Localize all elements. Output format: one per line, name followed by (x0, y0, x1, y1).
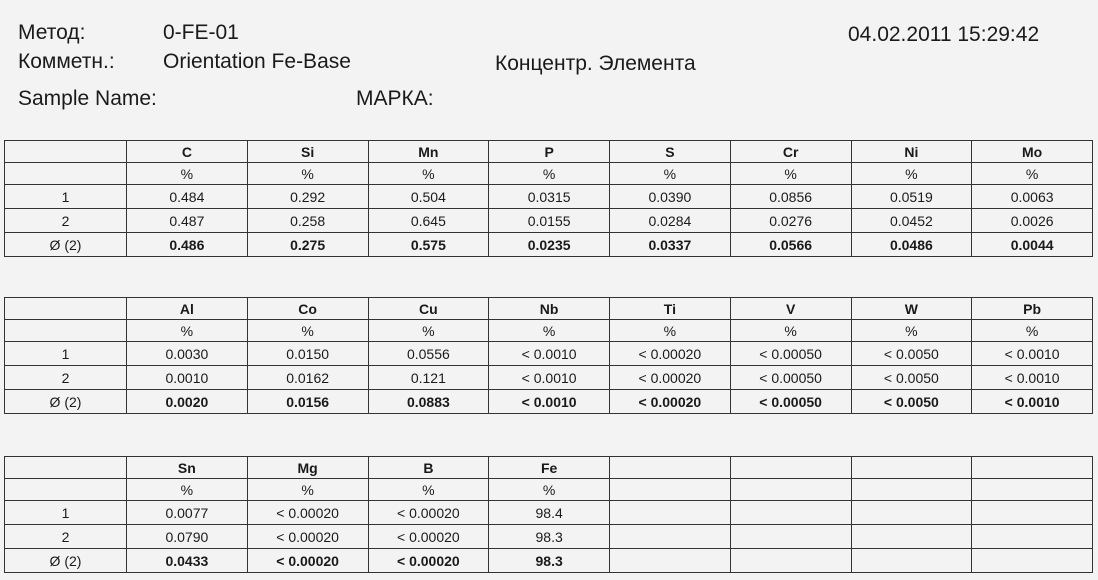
unit-cell: % (730, 163, 851, 185)
results-table-1 (4, 140, 1093, 257)
measurement-row-1 (5, 501, 1093, 525)
unit-cell: % (127, 320, 248, 342)
value-cell: 0.0519 (851, 185, 972, 209)
average-cell: < 0.0050 (851, 390, 972, 414)
average-cell (972, 549, 1093, 573)
average-cell: < 0.00020 (247, 549, 368, 573)
value-cell: < 0.0010 (972, 342, 1093, 366)
element-header: Nb (489, 298, 610, 320)
row-label-cell: 1 (5, 185, 127, 209)
value-cell: 0.0556 (368, 342, 489, 366)
element-header: C (127, 141, 248, 163)
measurement-row-2 (5, 209, 1093, 233)
unit-row (5, 320, 1093, 342)
value-cell (610, 501, 731, 525)
unit-cell: % (730, 320, 851, 342)
element-header (972, 457, 1093, 479)
value-cell: 0.0026 (972, 209, 1093, 233)
method-label: Метод: (18, 21, 86, 44)
element-header: Al (127, 298, 248, 320)
row-label-cell: 2 (5, 525, 127, 549)
row-label-cell (5, 320, 127, 342)
unit-cell: % (610, 163, 731, 185)
unit-row (5, 479, 1093, 501)
average-cell: 0.0156 (247, 390, 368, 414)
unit-cell: % (489, 479, 610, 501)
unit-row (5, 163, 1093, 185)
average-cell: 0.486 (127, 233, 248, 257)
measurement-row-2 (5, 366, 1093, 390)
value-cell: 0.0790 (127, 525, 248, 549)
value-cell: < 0.0010 (972, 366, 1093, 390)
average-cell: < 0.00050 (730, 390, 851, 414)
results-table-3 (4, 456, 1093, 573)
value-cell: 0.0010 (127, 366, 248, 390)
value-cell: < 0.0050 (851, 366, 972, 390)
value-cell: 0.484 (127, 185, 248, 209)
row-label-cell: 1 (5, 501, 127, 525)
unit-cell (972, 479, 1093, 501)
value-cell: 0.0150 (247, 342, 368, 366)
concentration-label: Концентр. Элемента (495, 52, 696, 75)
element-header: Co (247, 298, 368, 320)
value-cell: 0.258 (247, 209, 368, 233)
value-cell: < 0.00050 (730, 366, 851, 390)
average-cell: 0.275 (247, 233, 368, 257)
element-header-row (5, 457, 1093, 479)
unit-cell (851, 479, 972, 501)
unit-cell: % (247, 320, 368, 342)
value-cell: < 0.00020 (368, 525, 489, 549)
element-header: P (489, 141, 610, 163)
value-cell: < 0.0010 (489, 342, 610, 366)
value-cell: 0.0315 (489, 185, 610, 209)
value-cell (730, 525, 851, 549)
value-cell: 0.0030 (127, 342, 248, 366)
average-cell: 98.3 (489, 549, 610, 573)
element-header (851, 457, 972, 479)
value-cell (972, 525, 1093, 549)
row-label-cell (5, 141, 127, 163)
element-header: S (610, 141, 731, 163)
unit-cell (730, 479, 851, 501)
average-cell: 0.0337 (610, 233, 731, 257)
unit-cell: % (610, 320, 731, 342)
value-cell: 0.0155 (489, 209, 610, 233)
value-cell: < 0.00020 (247, 525, 368, 549)
value-cell: 0.0063 (972, 185, 1093, 209)
row-label-cell (5, 479, 127, 501)
results-table-2 (4, 297, 1093, 414)
value-cell: < 0.0010 (489, 366, 610, 390)
average-row (5, 233, 1093, 257)
element-header: Ni (851, 141, 972, 163)
element-header: Mo (972, 141, 1093, 163)
unit-cell: % (851, 163, 972, 185)
value-cell: 0.0452 (851, 209, 972, 233)
value-cell: < 0.00020 (247, 501, 368, 525)
average-cell: < 0.00020 (610, 390, 731, 414)
average-cell: < 0.0010 (972, 390, 1093, 414)
report-datetime: 04.02.2011 15:29:42 (848, 23, 1040, 46)
average-row (5, 549, 1093, 573)
value-cell: 0.121 (368, 366, 489, 390)
element-header: Ti (610, 298, 731, 320)
value-cell: 0.504 (368, 185, 489, 209)
unit-cell: % (851, 320, 972, 342)
value-cell: < 0.00020 (368, 501, 489, 525)
row-label-cell (5, 457, 127, 479)
value-cell: < 0.00020 (610, 366, 731, 390)
value-cell: 0.0162 (247, 366, 368, 390)
unit-cell: % (368, 479, 489, 501)
average-cell: < 0.0010 (489, 390, 610, 414)
unit-cell: % (368, 320, 489, 342)
unit-cell: % (127, 163, 248, 185)
average-cell: < 0.00020 (368, 549, 489, 573)
unit-cell: % (247, 163, 368, 185)
value-cell: 98.3 (489, 525, 610, 549)
average-row (5, 390, 1093, 414)
sample-name-label: Sample Name: (18, 87, 157, 110)
row-label-cell: 2 (5, 209, 127, 233)
value-cell: 98.4 (489, 501, 610, 525)
element-header: Si (247, 141, 368, 163)
row-label-cell: 1 (5, 342, 127, 366)
measurement-row-2 (5, 525, 1093, 549)
average-cell: 0.0566 (730, 233, 851, 257)
comment-value: Orientation Fe-Base (163, 50, 351, 73)
value-cell (730, 501, 851, 525)
value-cell (851, 501, 972, 525)
method-value: 0-FE-01 (163, 21, 239, 44)
average-cell: 0.0433 (127, 549, 248, 573)
average-cell: 0.0020 (127, 390, 248, 414)
element-header: Pb (972, 298, 1093, 320)
measurement-row-1 (5, 342, 1093, 366)
value-cell (851, 525, 972, 549)
value-cell: 0.645 (368, 209, 489, 233)
average-cell (730, 549, 851, 573)
value-cell: < 0.0050 (851, 342, 972, 366)
measurement-row-1 (5, 185, 1093, 209)
element-header: Mn (368, 141, 489, 163)
value-cell: 0.0077 (127, 501, 248, 525)
element-header (730, 457, 851, 479)
unit-cell: % (247, 479, 368, 501)
value-cell: 0.292 (247, 185, 368, 209)
value-cell: 0.0390 (610, 185, 731, 209)
row-label-cell: Ø (2) (5, 390, 127, 414)
element-header: V (730, 298, 851, 320)
value-cell: 0.487 (127, 209, 248, 233)
value-cell (972, 501, 1093, 525)
row-label-cell: Ø (2) (5, 549, 127, 573)
value-cell: 0.0276 (730, 209, 851, 233)
average-cell (851, 549, 972, 573)
average-cell: 0.575 (368, 233, 489, 257)
element-header: Cu (368, 298, 489, 320)
value-cell: 0.0284 (610, 209, 731, 233)
row-label-cell (5, 163, 127, 185)
row-label-cell: Ø (2) (5, 233, 127, 257)
element-header-row (5, 141, 1093, 163)
unit-cell: % (127, 479, 248, 501)
row-label-cell (5, 298, 127, 320)
unit-cell: % (972, 163, 1093, 185)
average-cell (610, 549, 731, 573)
unit-cell: % (368, 163, 489, 185)
unit-cell (610, 479, 731, 501)
average-cell: 0.0235 (489, 233, 610, 257)
element-header: Mg (247, 457, 368, 479)
value-cell (610, 525, 731, 549)
element-header: Fe (489, 457, 610, 479)
average-cell: 0.0883 (368, 390, 489, 414)
element-header-row (5, 298, 1093, 320)
unit-cell: % (489, 163, 610, 185)
element-header: Sn (127, 457, 248, 479)
value-cell: < 0.00020 (610, 342, 731, 366)
unit-cell: % (489, 320, 610, 342)
element-header (610, 457, 731, 479)
unit-cell: % (972, 320, 1093, 342)
element-header: Cr (730, 141, 851, 163)
comment-label: Комметн.: (18, 50, 115, 73)
element-header: W (851, 298, 972, 320)
row-label-cell: 2 (5, 366, 127, 390)
average-cell: 0.0486 (851, 233, 972, 257)
average-cell: 0.0044 (972, 233, 1093, 257)
grade-label: МАРКА: (356, 87, 434, 110)
value-cell: < 0.00050 (730, 342, 851, 366)
value-cell: 0.0856 (730, 185, 851, 209)
element-header: B (368, 457, 489, 479)
